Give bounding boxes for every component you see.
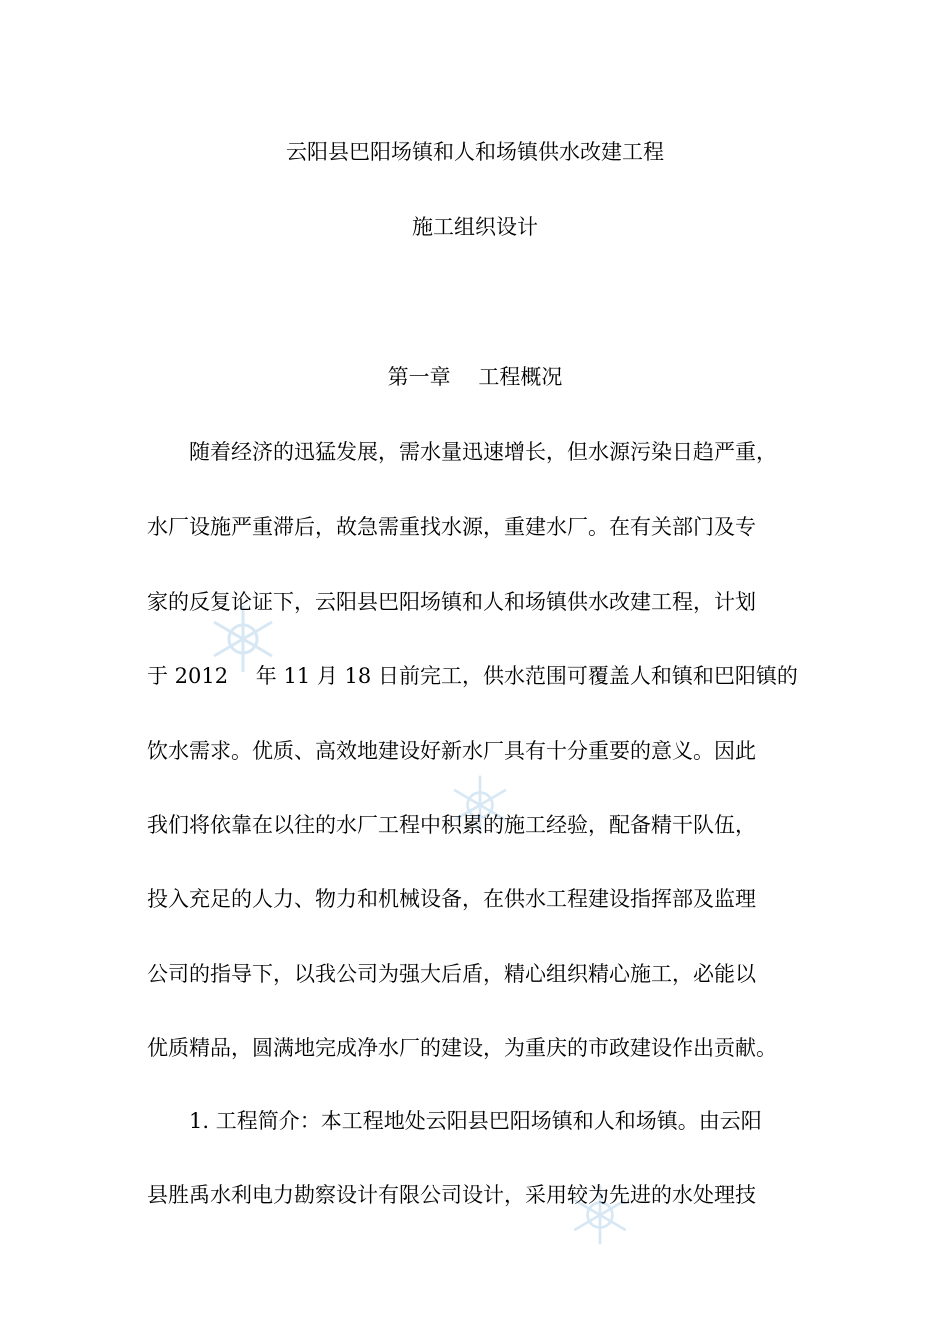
paragraph-line: 我们将依靠在以往的水厂工程中积累的施工经验，配备精干队伍， — [147, 813, 756, 837]
chapter-heading: 第一章 工程概况 — [387, 365, 563, 389]
paragraph-line: 随着经济的迅猛发展，需水量迅速增长，但水源污染日趋严重， — [189, 440, 777, 464]
paragraph-line: 优质精品，圆满地完成净水厂的建设，为重庆的市政建设作出贡献。 — [147, 1036, 777, 1060]
paragraph-line: 于 2012 年 11 月 18 日前完工，供水范围可覆盖人和镇和巴阳镇的 — [147, 664, 798, 688]
paragraph-line: 饮水需求。优质、高效地建设好新水厂具有十分重要的意义。因此 — [147, 739, 756, 763]
paragraph-line: 公司的指导下，以我公司为强大后盾，精心组织精心施工，必能以 — [147, 962, 756, 986]
paragraph-line: 水厂设施严重滞后，故急需重找水源，重建水厂。在有关部门及专 — [147, 515, 756, 539]
paragraph-line: 家的反复论证下，云阳县巴阳场镇和人和场镇供水改建工程，计划 — [147, 590, 756, 614]
document-title: 云阳县巴阳场镇和人和场镇供水改建工程 — [286, 140, 664, 164]
paragraph-line: 投入充足的人力、物力和机械设备，在供水工程建设指挥部及监理 — [147, 887, 756, 911]
paragraph-line: 县胜禹水利电力勘察设计有限公司设计，采用较为先进的水处理技 — [147, 1183, 756, 1207]
document-subtitle: 施工组织设计 — [412, 215, 538, 239]
section-item-line: 1. 工程简介：本工程地处云阳县巴阳场镇和人和场镇。由云阳 — [189, 1109, 762, 1133]
